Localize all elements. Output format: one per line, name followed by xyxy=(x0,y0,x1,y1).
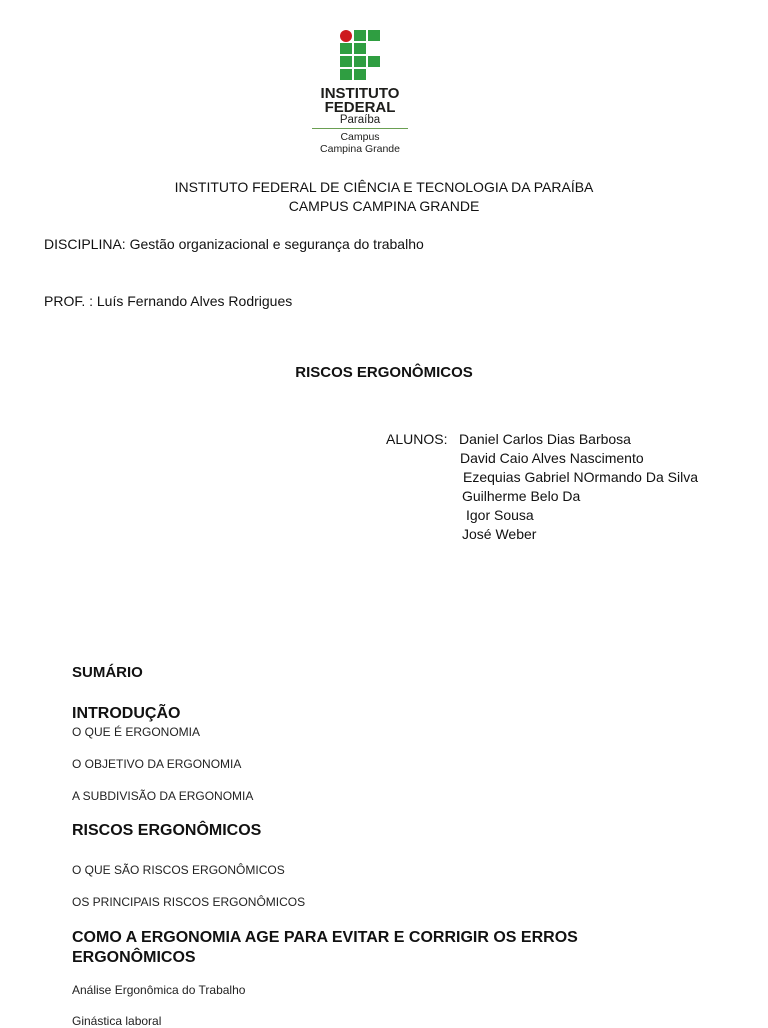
student-name: Igor Sousa xyxy=(466,507,534,523)
summary-item: Ginástica laboral xyxy=(72,1014,162,1028)
student-name: Ezequias Gabriel NOrmando Da Silva xyxy=(463,469,698,485)
logo-line-federal: FEDERAL xyxy=(324,99,396,116)
summary-heading-risks: RISCOS ERGONÔMICOS xyxy=(72,822,262,839)
summary-item: Análise Ergonômica do Trabalho xyxy=(72,983,246,997)
logo-line-campus: Campus xyxy=(340,131,380,143)
summary-title: SUMÁRIO xyxy=(72,664,143,681)
summary-heading-introduction: INTRODUÇÃO xyxy=(72,705,181,722)
student-name: Guilherme Belo Da xyxy=(462,488,581,504)
document-title: RISCOS ERGONÔMICOS xyxy=(295,364,473,381)
logo-line-paraiba: Paraíba xyxy=(339,114,381,126)
summary-heading-how-line1: COMO A ERGONOMIA AGE PARA EVITAR E CORRIGIR OS ERROS xyxy=(72,929,578,946)
student-name: David Caio Alves Nascimento xyxy=(460,450,644,466)
summary-item: OS PRINCIPAIS RISCOS ERGONÔMICOS xyxy=(72,895,306,909)
institution-name: INSTITUTO FEDERAL DE CIÊNCIA E TECNOLOGIA DA PARAÍBA xyxy=(174,179,594,195)
students-label: ALUNOS: xyxy=(386,431,448,447)
institution-logo xyxy=(300,30,420,160)
logo-line-instituto: INSTITUTO xyxy=(320,85,400,102)
student-name: José Weber xyxy=(462,526,537,542)
logo-divider xyxy=(312,128,408,129)
summary-item: O QUE SÃO RISCOS ERGONÔMICOS xyxy=(72,863,285,877)
logo-line-campina: Campina Grande xyxy=(320,143,400,155)
summary-heading-how-line2: ERGONÔMICOS xyxy=(72,949,196,966)
summary-item: O OBJETIVO DA ERGONOMIA xyxy=(72,757,242,771)
student-name: Daniel Carlos Dias Barbosa xyxy=(459,431,631,447)
campus-name: CAMPUS CAMPINA GRANDE xyxy=(288,198,480,214)
summary-item: A SUBDIVISÃO DA ERGONOMIA xyxy=(72,789,254,803)
summary-item: O QUE É ERGONOMIA xyxy=(72,725,201,739)
professor-line: PROF. : Luís Fernando Alves Rodrigues xyxy=(44,293,293,309)
if-logo-icon xyxy=(338,30,382,80)
discipline-line: DISCIPLINA: Gestão organizacional e segurança do trabalho xyxy=(44,236,424,252)
